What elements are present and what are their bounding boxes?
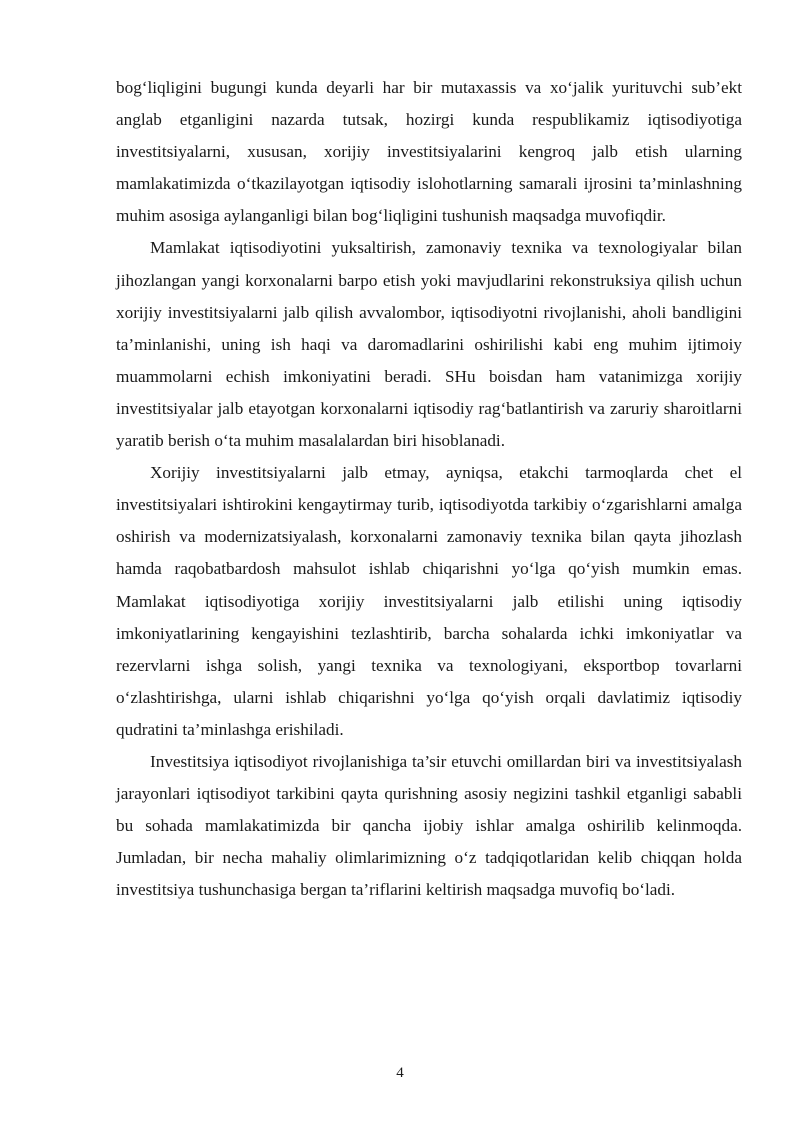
paragraph-continuation: bog‘liqligini bugungi kunda deyarli har bir mutaxassis va xo‘jalik yurituvchi sub’ekt anglab etganligini nazarda tutsak, hozirgi kunda respublikamiz iqtisodiyotiga investitsiyalarni, xususan, xorijiy investitsiyalarini kengroq jalb etish ularning mamlakatimizda o‘tkazilayotgan iqtisodiy islohotlarning samarali ijrosini ta’minlashning muhim asosiga aylanganligi bilan bog‘liqligini tushunish maqsadga muvofiqdir. [116, 78, 742, 226]
paragraph: Investitsiya iqtisodiyot rivojlanishiga ta’sir etuvchi omillardan biri va investitsiyalash jarayonlari iqtisodiyot tarkibini qayta qurishning asosiy negizini tashkil etganligi sababli bu sohada mamlakatimizda bir qancha ijobiy ishlar amalga oshirilib kelinmoqda. Jumladan, bir necha mahaliy olimlarimizning o‘z tadqiqotlaridan kelib chiqqan holda investitsiya tushunchasiga bergan ta’riflarini keltirish maqsadga muvofiq bo‘ladi. [116, 751, 742, 900]
paragraph: Mamlakat iqtisodiyotini yuksaltirish, zamonaviy texnika va texnologiyalar bilan jihozlangan yangi korxonalarni barpo etish yoki mavjudlarini rekonstruksiya qilish uchun xorijiy investitsiyalarni jalb qilish avvalombor, iqtisodiyotni rivojlanishi, aholi bandligini ta’minlanishi, uning ish haqi va daromadlarini oshirilishi kabi eng muhim ijtimoiy muammolarni echish imkoniyatini beradi. SHu boisdan ham vatanimizga xorijiy investitsiyalar jalb etayotgan korxonalarni iqtisodiy rag‘batlantirish va zaruriy sharoitlarni yaratib berish o‘ta muhim masalalardan biri hisoblanadi. [116, 238, 742, 451]
page-number: 4 [396, 1065, 404, 1081]
document-page [116, 72, 742, 906]
paragraph: Xorijiy investitsiyalarni jalb etmay, ayniqsa, etakchi tarmoqlarda chet el investitsiyalari ishtirokini kengaytirmay turib, iqtisodiyotda tarkibiy o‘zgarishlarni amalga oshirish va modernizatsiyalash, korxonalarni zamonaviy texnika bilan qayta jihozlash hamda raqobatbardosh mahsulot ishlab chiqarishni yo‘lga qo‘yish mumkin emas. Mamlakat iqtisodiyotiga xorijiy investitsiyalarni jalb etilishi uning iqtisodiy imkoniyatlarining kengayishini tezlashtirib, barcha sohalarda ichki imkoniyatlar va rezervlarni ishga solish, yangi texnika va texnologiyani, eksportbop tovarlarni o‘zlashtirishga, ularni ishlab chiqarishni yo‘lga qo‘yish orqali davlatimiz iqtisodiy qudratini ta’minlashga erishiladi. [116, 463, 742, 739]
